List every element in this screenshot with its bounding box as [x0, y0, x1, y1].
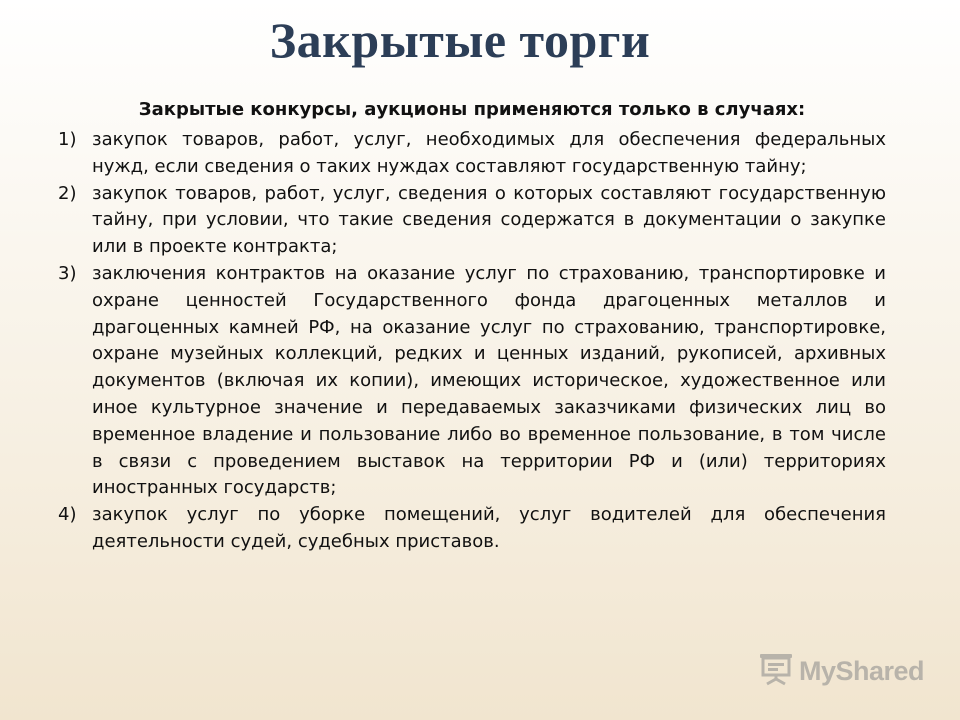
list-item-text: закупок товаров, работ, услуг, сведения о которых составляют государственную тайну, при условии, что такие сведения содержатся в документации о закупке или в проекте контракта;: [92, 182, 886, 258]
list-item: [58, 181, 886, 261]
list-item-number: 3): [58, 262, 77, 284]
intro-text: Закрытые конкурсы, аукционы применяются только в случаях:: [138, 99, 806, 120]
projector-screen-icon: [757, 652, 795, 690]
watermark-text: MyShared: [798, 655, 924, 686]
watermark-logo: [757, 652, 924, 690]
list-item: [58, 502, 886, 556]
list-item-text: закупок услуг по уборке помещений, услуг водителей для обеспечения деятельности судей, судебных приставов.: [92, 504, 886, 552]
list-item: [58, 127, 886, 181]
slide-body: [58, 97, 886, 556]
list-item-text: закупок товаров, работ, услуг, необходимых для обеспечения федеральных нужд, если сведения о таких нуждах составляют государственную тайну;: [92, 129, 886, 177]
list-item-text: заключения контрактов на оказание услуг по страхованию, транспортировке и охране ценностей Государственного фонда драгоценных металлов и драгоценных камней РФ, на оказание услуг по страхованию, транспортировке, охране музейных коллекций, редких и ценных изданий, рукописей, архивных документов (включая их копии), имеющих историческое, художественное или иное культурное значение и передаваемых заказчиками физических лиц во временное владение и пользование либо во временное пользование, в том числе в связи с проведением выставок на территории РФ и (или) территориях иностранных государств;: [92, 262, 886, 499]
case-list: [58, 127, 886, 556]
list-item-number: 4): [58, 504, 77, 526]
slide-title: Закрытые торги: [269, 12, 651, 68]
list-item-number: 1): [58, 129, 77, 150]
list-item-number: 2): [58, 182, 77, 204]
list-item: [58, 261, 886, 502]
